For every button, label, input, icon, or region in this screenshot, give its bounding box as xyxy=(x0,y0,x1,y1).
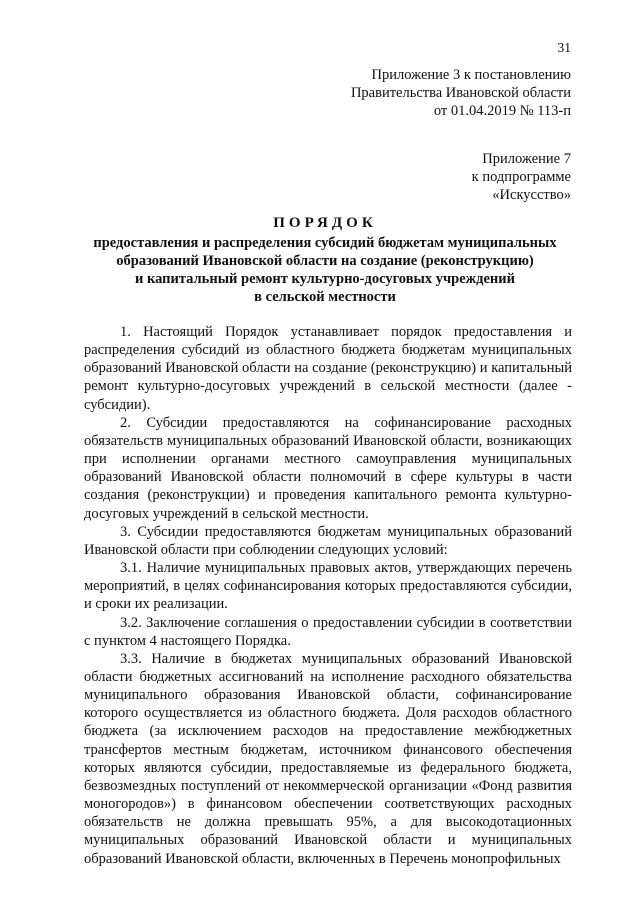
paragraph: 2. Субсидии предоставляются на софинансирование расходных обязательств муниципальных образований Ивановской области, возникающих при исполнении органами местного самоуправления муниципальных образований Ивановской области полномочий в сфере культуры в части создания (реконструкции) и проведения капитального ремонта культурно-досуговых учреждений в сельской местности. xyxy=(84,414,572,522)
paragraph: 3.3. Наличие в бюджетах муниципальных образований Ивановской области бюджетных ассигнований на исполнение расходного обязательства муниципального образования Ивановской области, софинансирование которого осуществляется из областного бюджета. Доля расходов областного бюджета (за исключением расходов на предоставление межбюджетных трансфертов местным бюджетам, источником финансового обеспечения которых являются субсидии, предоставляемые из федерального бюджета, безвозмездных поступлений от некоммерческой организации «Фонд развития моногородов») в финансовом обеспечении соответствующих расходных обязательств не должна превышать 95%, а для высокодотационных муниципальных образований Ивановской области и муниципальных образований Ивановской области, включенных в Перечень монопрофильных xyxy=(84,650,572,867)
paragraph: 3. Субсидии предоставляются бюджетам муниципальных образований Ивановской области при соблюдении следующих условий: xyxy=(84,523,572,558)
appendix-sub-line: «Искусство» xyxy=(492,187,571,203)
title-line: предоставления и распределения субсидий бюджетам муниципальных xyxy=(93,235,557,251)
appendix-main-block xyxy=(351,66,571,120)
page-number: 31 xyxy=(557,40,571,55)
document-title xyxy=(80,214,570,306)
paragraph: 3.2. Заключение соглашения о предоставлении субсидии в соответствии с пунктом 4 настоящего Порядка. xyxy=(84,614,572,649)
title-line: в сельской местности xyxy=(254,289,396,305)
appendix-main-line: от 01.04.2019 № 113-п xyxy=(433,103,571,119)
appendix-main-line: Правительства Ивановской области xyxy=(350,85,571,101)
paragraph: 1. Настоящий Порядок устанавливает порядок предоставления и распределения субсидий из областного бюджета бюджетам муниципальных образований Ивановской области на создание (реконструкцию) и капитальный ремонт культурно-досуговых учреждений в сельской местности (далее - субсидии). xyxy=(84,324,572,413)
appendix-sub-block xyxy=(472,150,571,204)
title-heading: ПОРЯДОК xyxy=(273,215,377,231)
title-line: и капитальный ремонт культурно-досуговых учреждений xyxy=(134,271,516,287)
appendix-main-line: Приложение 3 к постановлению xyxy=(371,67,571,83)
title-line: образований Ивановской области на создание (реконструкцию) xyxy=(116,253,534,269)
paragraph: 3.1. Наличие муниципальных правовых актов, утверждающих перечень мероприятий, в целях софинансирования которых предоставляются субсидии, и сроки их реализации. xyxy=(84,560,572,613)
appendix-sub-line: к подпрограмме xyxy=(471,169,571,185)
document-body xyxy=(84,323,572,868)
appendix-sub-line: Приложение 7 xyxy=(482,151,571,167)
